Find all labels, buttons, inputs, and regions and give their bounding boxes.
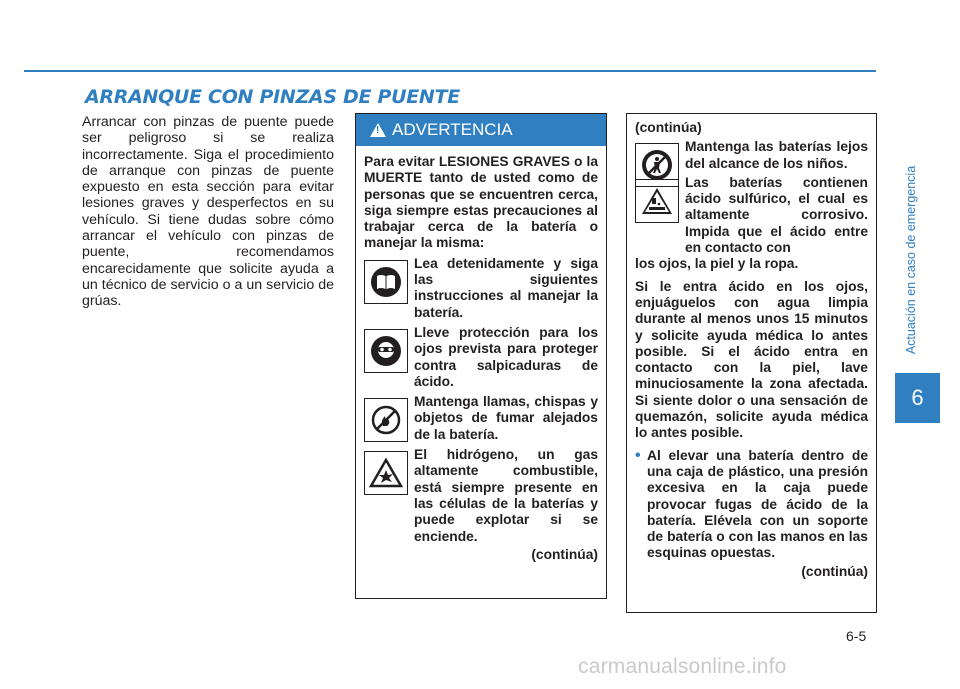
continued-header: (continúa) [635,120,702,135]
continued-box [626,113,877,613]
header-rule [24,70,876,72]
item-tail: los ojos, la piel y la ropa. [635,256,799,272]
warning-triangle-icon: ! [370,123,386,137]
page-number: 6-5 [846,628,867,644]
no-flames-icon [364,398,408,442]
warning-label: ADVERTENCIA [392,120,513,139]
continues-label: (continúa) [801,563,868,579]
sidebar-section-label: Actuación en caso de emergencia [904,165,918,355]
watermark: carmanualsonline.info [578,655,787,678]
warning-item: Mantenga las baterías lejos del alcance de los niños. [635,139,868,172]
warning-item: Las baterías contienen ácido sulfúrico, el cual es altamente corrosivo. Impida que el ácido entre en contacto con [635,175,868,256]
bullet-item: • Al elevar una batería dentro de una caja de plástico, una presión excesiva en la caja puede provocar fugas de ácido de la batería. Elévela con un soporte de batería o con las manos en las esquinas opuestas. [635,448,868,562]
warning-intro: Para evitar LESIONES GRAVES o la MUERTE tanto de usted como de personas que se encuentren cerca, siga siempre estas precauciones al trabajar cerca de la batería o manejar la misma: [364,154,598,251]
chapter-tab: 6 [895,373,940,423]
warning-header [356,114,606,146]
eye-protection-icon [364,329,408,373]
section-title: ARRANQUE CON PINZAS DE PUENTE [85,86,460,108]
continues-label: (continúa) [531,546,598,562]
corrosive-acid-icon [635,179,679,223]
warning-item: Lleve protección para los ojos prevista para proteger contra salpicaduras de ácido. [364,325,598,390]
warning-item: Lea detenidamente y siga las siguientes instrucciones al manejar la batería. [364,256,598,321]
explosion-icon [364,451,408,495]
manual-book-icon [364,260,408,304]
intro-paragraph: Arrancar con pinzas de puente puede ser peligroso si se realiza incorrectamente. Siga el procedimiento de arranque con pinzas de puente expuesto en esta sección para evitar lesiones graves y desperfectos en su vehículo. Si tiene dudas sobre cómo arrancar el vehículo con pinzas de puente, recomendamos encarecidamente que solicite ayuda a un técnico de servicio o a un servicio de grúas. [82,114,334,310]
warning-box [355,113,607,599]
acid-paragraph: Si le entra ácido en los ojos, enjuáguelos con agua limpia durante al menos unos 15 minutos y solicite ayuda médica lo antes posible. Si el ácido entra en contacto con la piel, lave minuciosamente la zona afectada. Si siente dolor o una sensación de quemazón, solicite ayuda médica lo antes posible. [635,278,868,441]
warning-item: Mantenga llamas, chispas y objetos de fumar alejados de la batería. [364,394,598,443]
warning-item: El hidrógeno, un gas altamente combustible, está siempre presente en las células de la baterías y puede explotar si se enciende. [364,447,598,545]
